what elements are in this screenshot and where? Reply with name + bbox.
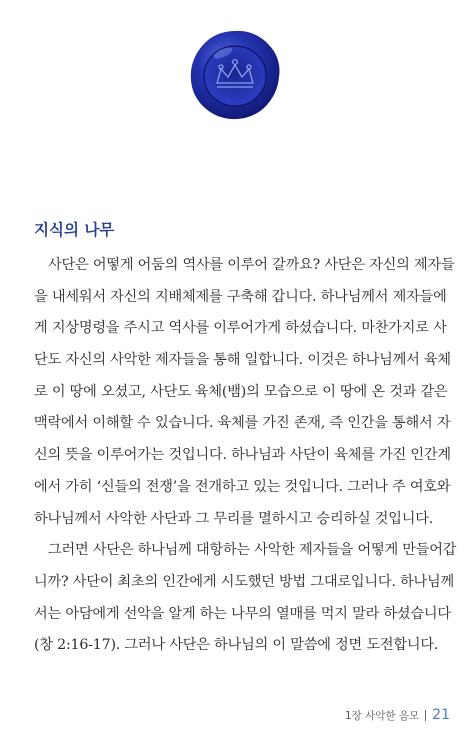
- page-number: 21: [432, 707, 450, 723]
- text-line: 게 지상명령을 주시고 역사를 이루어가게 하셨습니다. 마찬가지로 사: [34, 320, 447, 337]
- text-line: 니까? 사단이 최초의 인간에게 시도했던 방법 그대로입니다. 하나님께: [34, 573, 455, 590]
- text-line: 에서 가히 ‘신들의 전쟁’을 전개하고 있는 것입니다. 그러나 주 여호와: [34, 478, 451, 495]
- text-line: 신의 뜻을 이루어가는 것입니다. 하나님과 사단이 육체를 가진 인간계: [34, 447, 451, 464]
- text-line: 맥락에서 이해할 수 있습니다. 육체를 가진 존재, 즉 인간을 통해서 자: [34, 415, 451, 432]
- text-line: 하나님께서 사악한 사단과 그 무리를 멸하시고 승리하실 것입니다.: [34, 510, 434, 527]
- wax-seal-crown-icon: [187, 27, 283, 123]
- footer-divider: [425, 710, 426, 721]
- text-line: 로 이 땅에 오셨고, 사단도 육체(뱀)의 모습으로 이 땅에 온 것과 같은: [34, 383, 448, 400]
- page-footer: [345, 707, 450, 723]
- text-line: 을 내세워서 자신의 지배체제를 구축해 갑니다. 하나님께서 제자들에: [34, 288, 447, 305]
- text-line: 단도 자신의 사악한 제자들을 통해 일합니다. 이것은 하나님께서 육체: [34, 352, 451, 369]
- text-line: (창 2:16-17). 그러나 사단은 하나님의 이 말씀에 정면 도전합니다.: [34, 637, 439, 654]
- body-text: [34, 250, 457, 662]
- text-line: 사단은 어떻게 어둠의 역사를 이루어 갈까요? 사단은 자신의 제자들: [34, 257, 455, 273]
- section-title: 지식의 나무: [34, 221, 115, 239]
- text-line: 서는 아담에게 선악을 알게 하는 나무의 열매를 먹지 말라 하셨습니다: [34, 605, 451, 622]
- text-line: 그러면 사단은 하나님께 대항하는 사악한 제자들을 어떻게 만들어갑: [34, 542, 457, 559]
- chapter-label: 1장 사악한 음모: [344, 709, 420, 722]
